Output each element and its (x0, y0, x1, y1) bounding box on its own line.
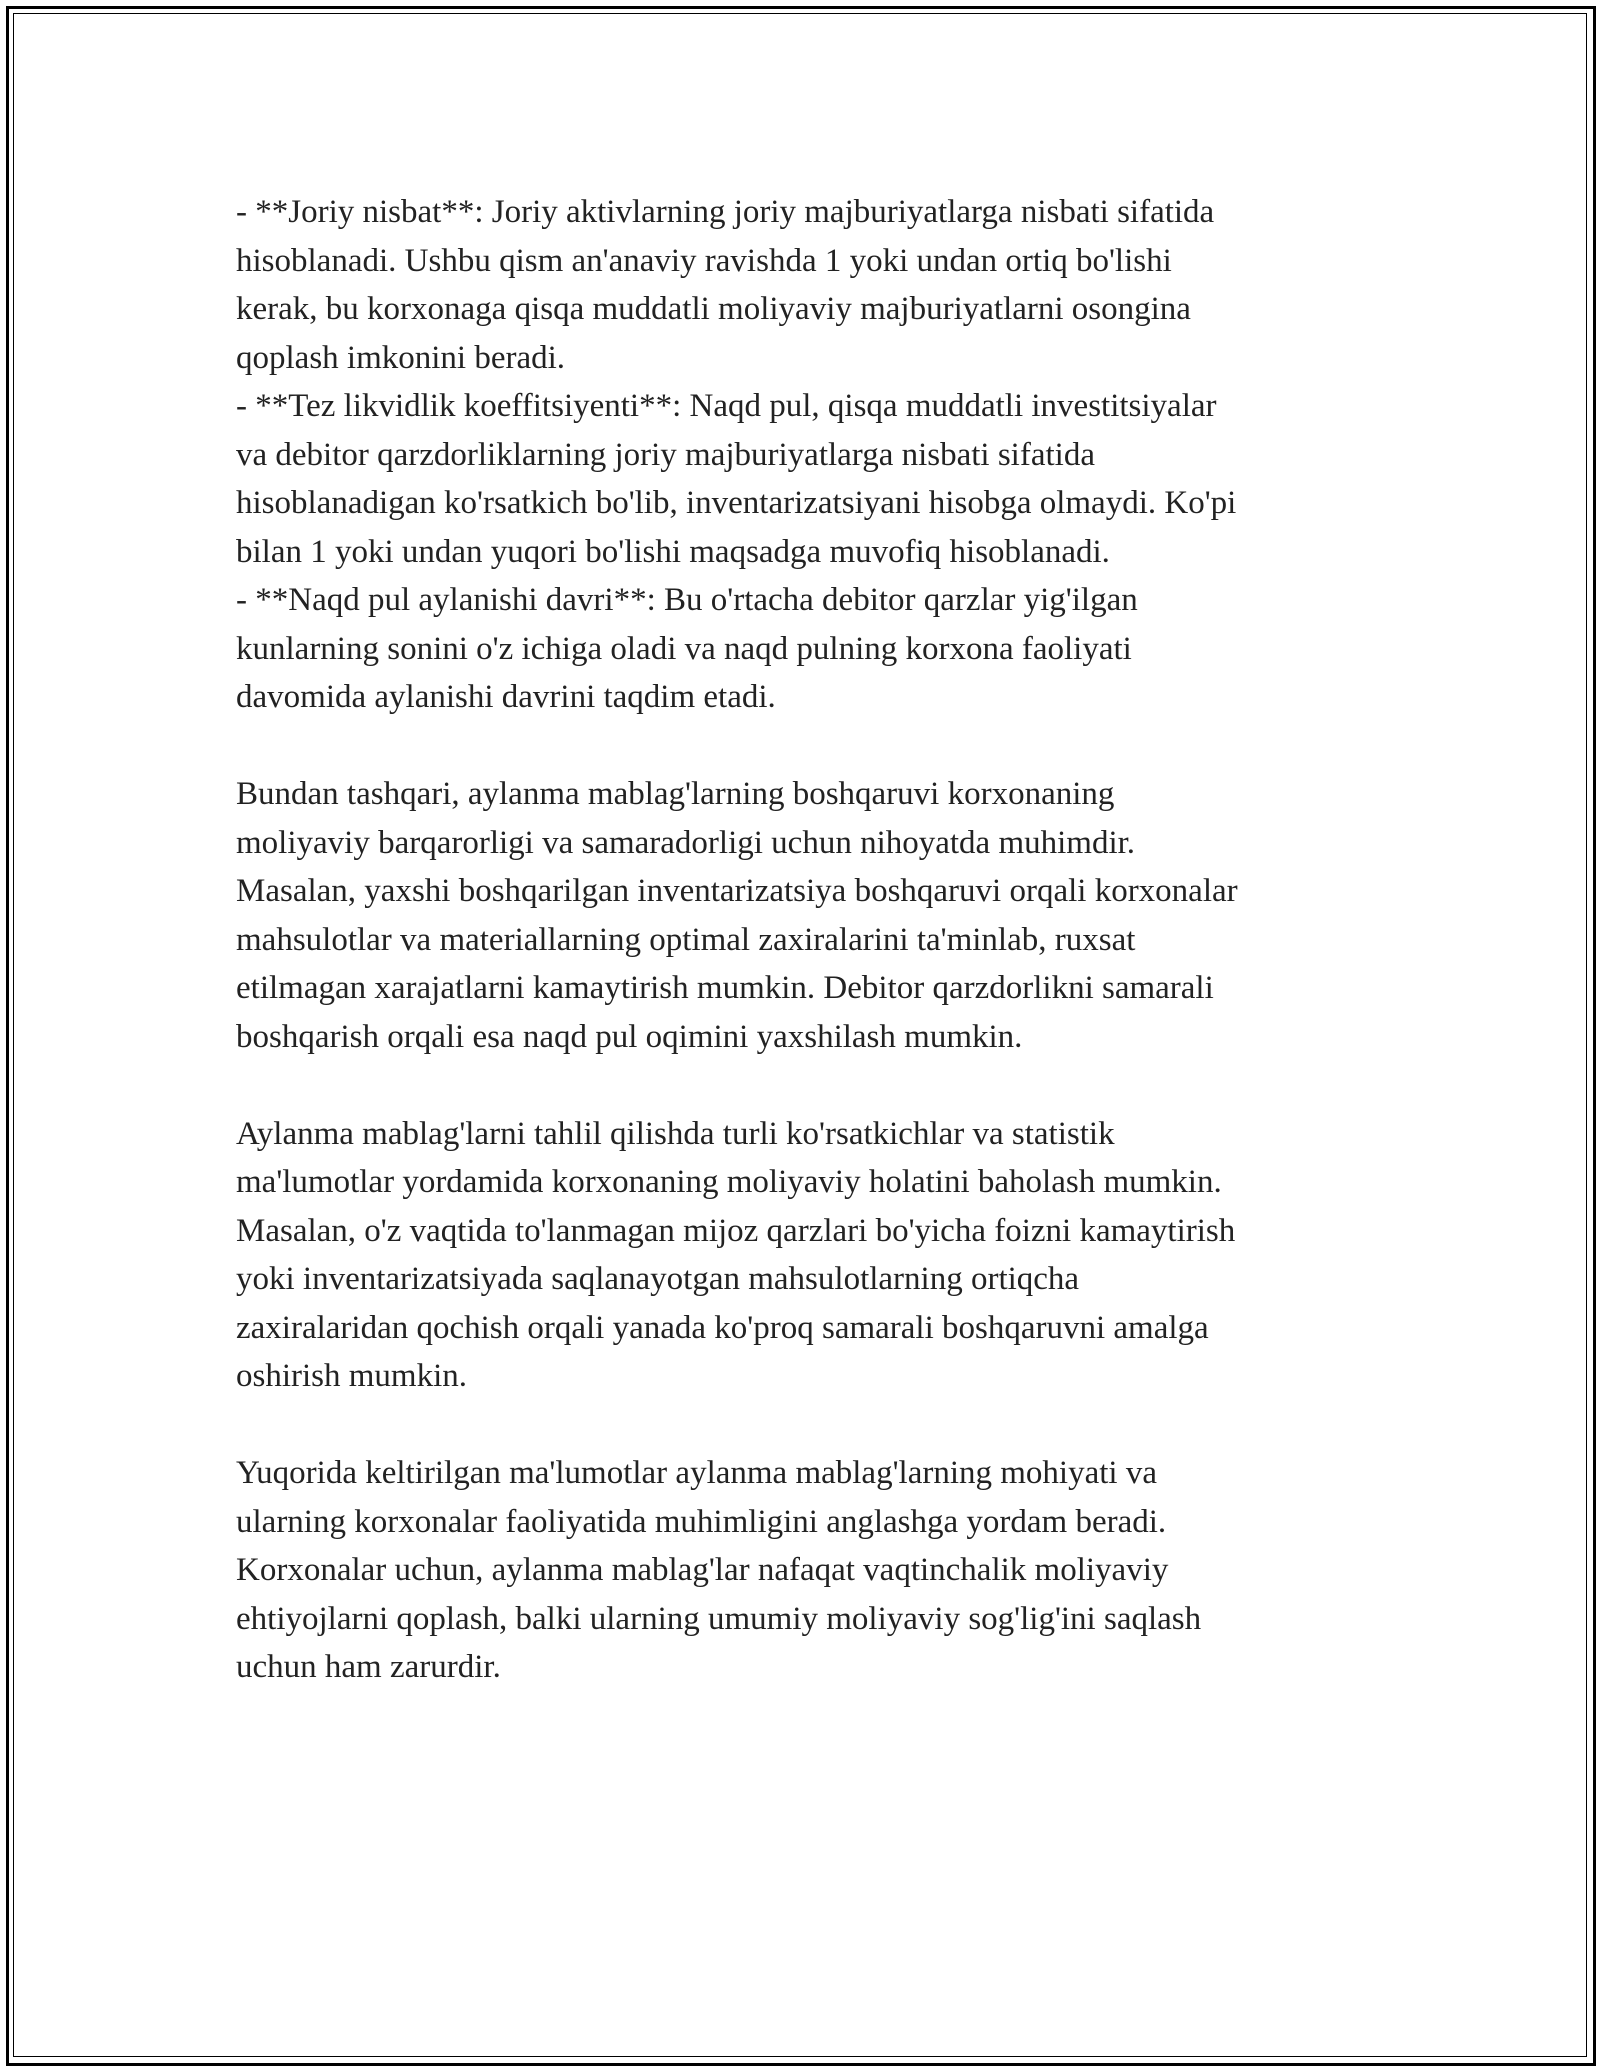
text-line: - **Naqd pul aylanishi davri**: Bu o'rtacha debitor qarzlar yig'ilgan (236, 582, 1138, 618)
text-line: mahsulotlar va materiallarning optimal zaxiralarini ta'minlab, ruxsat (236, 921, 1136, 958)
text-line: Bundan tashqari, aylanma mablag'larning boshqaruvi korxonaning (236, 776, 1115, 812)
text-line: Masalan, yaxshi boshqarilgan inventarizatsiya boshqaruvi orqali korxonalar (236, 873, 1238, 909)
text-line: bilan 1 yoki undan yuqori bo'lishi maqsadga muvofiq hisoblanadi. (236, 533, 1110, 570)
text-line: Yuqorida keltirilgan ma'lumotlar aylanma mablag'larning mohiyati va (236, 1455, 1157, 1491)
paragraph-analysis (236, 1110, 1364, 1401)
paragraph-management (236, 770, 1364, 1061)
text-line: uchun ham zarurdir. (236, 1649, 501, 1685)
text-line: etilmagan xarajatlarni kamaytirish mumkin. Debitor qarzdorlikni samarali (236, 970, 1214, 1006)
text-line: kunlarning sonini o'z ichiga oladi va naqd pulning korxona faoliyati (236, 630, 1132, 667)
text-line: ehtiyojlarni qoplash, balki ularning umumiy moliyaviy sog'lig'ini saqlash (236, 1600, 1202, 1637)
paragraph-conclusion (236, 1449, 1364, 1692)
text-line: Korxonalar uchun, aylanma mablag'lar nafaqat vaqtinchalik moliyaviy (236, 1552, 1169, 1588)
text-line: va debitor qarzdorliklarning joriy majburiyatlarga nisbati sifatida (236, 436, 1095, 473)
text-line: moliyaviy barqarorligi va samaradorligi uchun nihoyatda muhimdir. (236, 824, 1136, 861)
text-line: yoki inventarizatsiyada saqlanayotgan mahsulotlarning ortiqcha (236, 1261, 1080, 1297)
text-line: davomida aylanishi davrini taqdim etadi. (236, 679, 776, 715)
text-line: boshqarish orqali esa naqd pul oqimini yaxshilash mumkin. (236, 1018, 1023, 1055)
text-line: kerak, bu korxonaga qisqa muddatli moliyaviy majburiyatlarni osongina (236, 291, 1191, 327)
text-line: - **Tez likvidlik koeffitsiyenti**: Naqd pul, qisqa muddatli investitsiyalar (236, 388, 1217, 424)
document-body (236, 188, 1364, 1692)
text-line: ma'lumotlar yordamida korxonaning moliyaviy holatini baholash mumkin. (236, 1164, 1222, 1200)
text-line: ularning korxonalar faoliyatida muhimligini anglashga yordam beradi. (236, 1503, 1167, 1540)
text-line: Aylanma mablag'larni tahlil qilishda turli ko'rsatkichlar va statistik (236, 1115, 1115, 1152)
text-line: Masalan, o'z vaqtida to'lanmagan mijoz qarzlari bo'yicha foizni kamaytirish (236, 1212, 1236, 1249)
text-line: qoplash imkonini beradi. (236, 339, 566, 376)
text-line: zaxiralaridan qochish orqali yanada ko'proq samarali boshqaruvni amalga (236, 1309, 1209, 1346)
text-line: hisoblanadigan ko'rsatkich bo'lib, inventarizatsiyani hisobga olmaydi. Ko'pi (236, 485, 1237, 521)
paragraph-ratios (236, 188, 1364, 722)
text-line: - **Joriy nisbat**: Joriy aktivlarning joriy majburiyatlarga nisbati sifatida (236, 194, 1215, 230)
text-line: hisoblanadi. Ushbu qism an'anaviy ravishda 1 yoki undan ortiq bo'lishi (236, 242, 1172, 279)
text-line: oshirish mumkin. (236, 1358, 468, 1394)
